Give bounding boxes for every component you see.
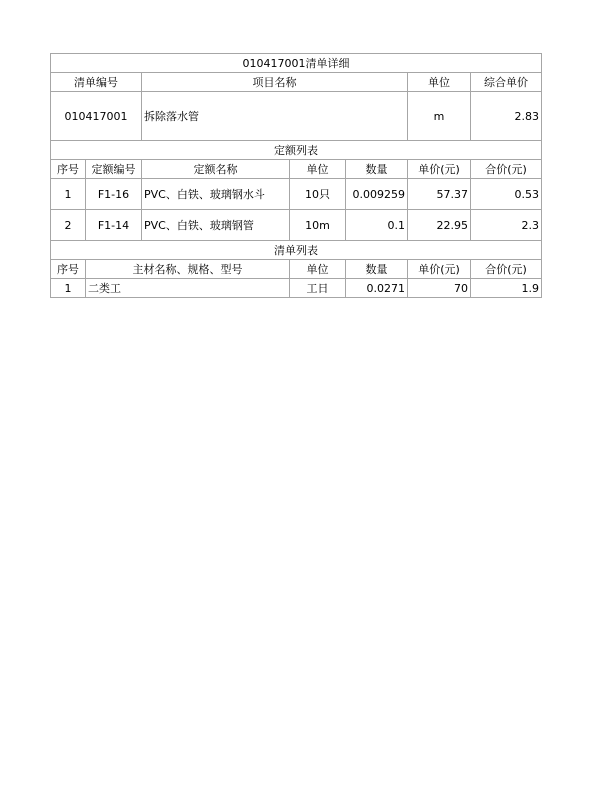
quota-total-header: 合价(元): [471, 160, 542, 179]
quota-qty: 0.1: [346, 210, 408, 241]
quota-code: F1-14: [86, 210, 142, 241]
quota-price: 22.95: [408, 210, 471, 241]
material-total-header: 合价(元): [471, 260, 542, 279]
title-row: [51, 54, 542, 73]
quota-code-header: 定额编号: [86, 160, 142, 179]
item-unit: m: [408, 92, 471, 141]
quota-index-header: 序号: [51, 160, 86, 179]
quota-index: 2: [51, 210, 86, 241]
quota-qty: 0.009259: [346, 179, 408, 210]
material-name: 二类工: [86, 279, 290, 298]
material-qty: 0.0271: [346, 279, 408, 298]
material-section-title: 清单列表: [51, 241, 542, 260]
item-code: 010417001: [51, 92, 142, 141]
item-code-header: 清单编号: [51, 73, 142, 92]
item-unit-price: 2.83: [471, 92, 542, 141]
table-row: [51, 210, 542, 241]
quota-total: 2.3: [471, 210, 542, 241]
quota-price: 57.37: [408, 179, 471, 210]
quota-section-title: 定额列表: [51, 141, 542, 160]
item-row: [51, 92, 542, 141]
quota-code: F1-16: [86, 179, 142, 210]
table-title: 010417001清单详细: [51, 54, 542, 73]
item-name: 拆除落水管: [142, 92, 408, 141]
quota-total: 0.53: [471, 179, 542, 210]
material-name-header: 主材名称、规格、型号: [86, 260, 290, 279]
quota-qty-header: 数量: [346, 160, 408, 179]
table-row: [51, 179, 542, 210]
material-unit-header: 单位: [290, 260, 346, 279]
quota-unit: 10只: [290, 179, 346, 210]
quota-header-row: [51, 160, 542, 179]
material-index: 1: [51, 279, 86, 298]
material-section-row: [51, 241, 542, 260]
item-unit-header: 单位: [408, 73, 471, 92]
quota-name: PVC、白铁、玻璃钢管: [142, 210, 290, 241]
quota-name-header: 定额名称: [142, 160, 290, 179]
material-total: 1.9: [471, 279, 542, 298]
quota-unit: 10m: [290, 210, 346, 241]
item-unit-price-header: 综合单价: [471, 73, 542, 92]
material-header-row: [51, 260, 542, 279]
item-header-row: [51, 73, 542, 92]
quota-price-header: 单价(元): [408, 160, 471, 179]
quota-name: PVC、白铁、玻璃钢水斗: [142, 179, 290, 210]
material-index-header: 序号: [51, 260, 86, 279]
quota-section-row: [51, 141, 542, 160]
table-row: [51, 279, 542, 298]
bill-detail-table: [50, 53, 542, 298]
material-price-header: 单价(元): [408, 260, 471, 279]
material-unit: 工日: [290, 279, 346, 298]
quota-unit-header: 单位: [290, 160, 346, 179]
material-price: 70: [408, 279, 471, 298]
item-name-header: 项目名称: [142, 73, 408, 92]
material-qty-header: 数量: [346, 260, 408, 279]
quota-index: 1: [51, 179, 86, 210]
